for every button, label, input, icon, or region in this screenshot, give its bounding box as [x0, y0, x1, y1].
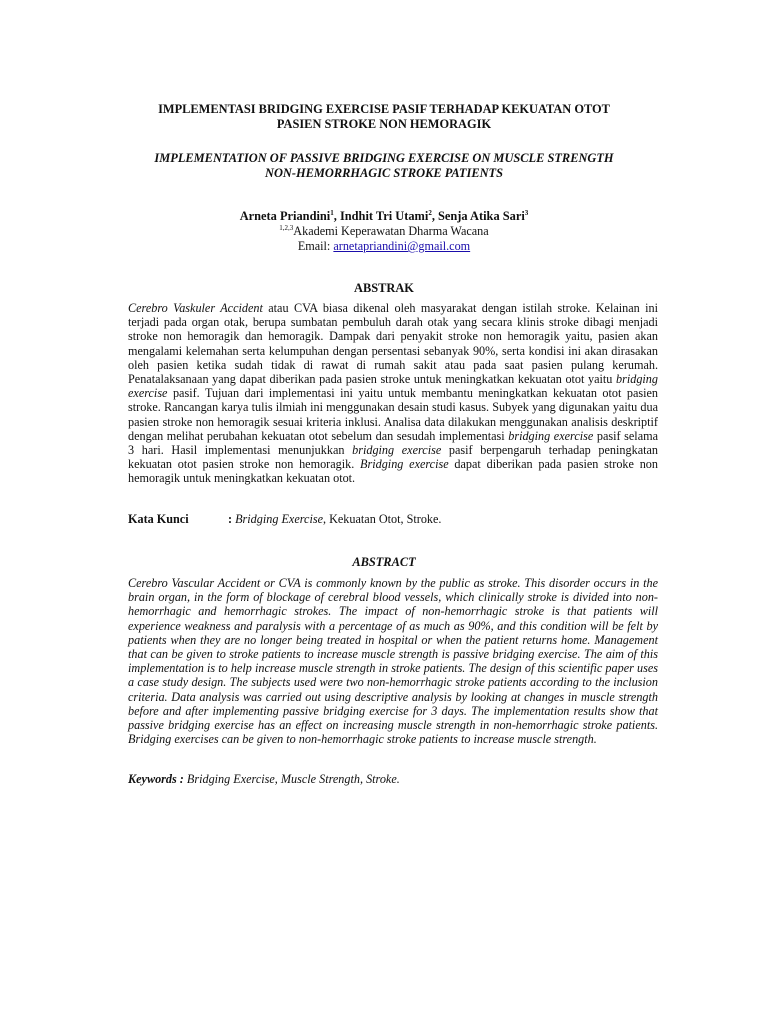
affiliation	[0, 224, 768, 239]
abstrak-text-italic: bridging exercise	[508, 428, 594, 443]
abstrak-text: atau CVA biasa dikenal oleh masyarakat dengan istilah stroke. Kelainan ini terjadi pada organ otak, berupa sumbatan pembuluh darah otak yang secara klinis stroke dibagi menjadi stroke non hemoragik dan hemoragik. Dampak dari penyakit stroke non hemoragik yaitu, pasien akan mengalami kelemahan serta kelumpuhan dengan persentasi sebanyak 90%, serta kondisi ini akan dirasakan oleh pasien ketika sudah tidak di rawat di rumah sakit atau pada saat pasien pulang kerumah. Penatalaksanaan yang dapat diberikan pada pasien stroke untuk meningkatkan kekuatan otot yaitu	[128, 301, 658, 387]
title-indonesian	[0, 102, 768, 132]
author-name: Indhit Tri Utami	[339, 209, 429, 223]
keywords-label: Keywords :	[128, 772, 184, 786]
abstrak-text: pasif. Tujuan dari implementasi ini yaitu untuk membantu meningkatkan kekuatan otot pasien stroke. Rancangan karya tulis ilmiah ini menggunakan desain studi kasus. Subyek yang digunakan yaitu dua pasien stroke non hemoragik sesuai kriteria inklusi. Analisa data dilakukan menggunakan analisis deskriptif dengan melihat perubahan kekuatan otot sebelum dan sesudah implementasi	[128, 386, 658, 443]
title-line: IMPLEMENTASI BRIDGING EXERCISE PASIF TERHADAP KEKUATAN OTOT	[158, 102, 610, 116]
email-label: Email:	[297, 239, 331, 253]
title-line: PASIEN STROKE NON HEMORAGIK	[276, 117, 492, 131]
author-superscript: 3	[524, 208, 529, 217]
keywords	[128, 772, 400, 787]
abstrak-text-italic: bridging exercise	[352, 443, 442, 458]
kata-kunci-rest: , Kekuatan Otot, Stroke.	[323, 512, 442, 526]
kata-kunci	[128, 512, 441, 527]
affiliation-name: Akademi Keperawatan Dharma Wacana	[293, 224, 489, 238]
affiliation-superscript: 1,2,3	[279, 223, 294, 232]
abstrak-text: pasif selama 3 hari. Hasil implementasi menunjukkan	[128, 428, 658, 458]
author-superscript: 2	[428, 208, 432, 217]
abstrak-text: pasif berpengaruh terhadap peningkatan kekuatan otot pasien stroke non hemoragik.	[128, 443, 658, 472]
abstrak-text-italic: Cerebro Vaskuler Accident	[128, 301, 263, 315]
email-link[interactable]: arnetapriandini@gmail.com	[333, 239, 471, 253]
author-name: Arneta Priandini	[239, 209, 331, 223]
abstract-heading: ABSTRACT	[352, 555, 416, 569]
title-line: IMPLEMENTATION OF PASSIVE BRIDGING EXERCISE ON MUSCLE STRENGTH	[154, 151, 614, 165]
abstrak-text-italic: bridging exercise	[128, 372, 658, 401]
title-english	[0, 151, 768, 181]
author-superscript: 1	[330, 208, 334, 217]
author-list: Arneta Priandini$^1$, Indhit Tri Utami$^2$, Senja Atika Sari$^3$	[239, 208, 529, 223]
abstrak-heading: ABSTRAK	[354, 281, 414, 295]
abstract-paragraph: Cerebro Vascular Accident or CVA is commonly known by the public as stroke. This disorder occurs in the brain organ, in the form of blockage of cerebral blood vessels, which clinically stroke is divided into non-hemorrhagic and hemorrhagic strokes. The impact of non-hemorrhagic stroke is that patients will experience weakness and paralysis with a percentage of as much as 90%, and this condition will be felt by patients when they are no longer being treated in hospital or when the patient returns home. Management that can be given to stroke patients to increase muscle strength is passive bridging exercise. The aim of this implementation is to help increase muscle strength in stroke patients. The design of this scientific paper uses a case study design. The subjects used were two non-hemorrhagic stroke patients according to the inclusion criteria. Data analysis was carried out using descriptive analysis by looking at changes in muscle strength before and after implementing passive bridging exercise for 3 days. The implementation results show that passive bridging exercise has an effect on increasing muscle strength in non-hemorrhagic stroke patients. Bridging exercises can be given to non-hemorrhagic stroke patients to increase muscle strength.	[128, 576, 658, 747]
email-line	[0, 239, 768, 254]
keywords-text: Bridging Exercise, Muscle Strength, Stroke.	[186, 772, 400, 786]
abstrak-text: dapat diberikan pada pasien stroke non hemoragik untuk meningkatkan kekuatan otot.	[128, 457, 658, 486]
abstrak-paragraph	[128, 301, 658, 486]
abstrak-text-italic: Bridging exercise	[360, 457, 449, 472]
kata-kunci-italic: Bridging Exercise	[235, 512, 323, 526]
kata-kunci-colon: :	[228, 512, 233, 526]
title-line: NON-HEMORRHAGIC STROKE PATIENTS	[265, 166, 503, 180]
author-name: Senja Atika Sari	[438, 209, 525, 223]
kata-kunci-label: Kata Kunci	[128, 512, 189, 526]
